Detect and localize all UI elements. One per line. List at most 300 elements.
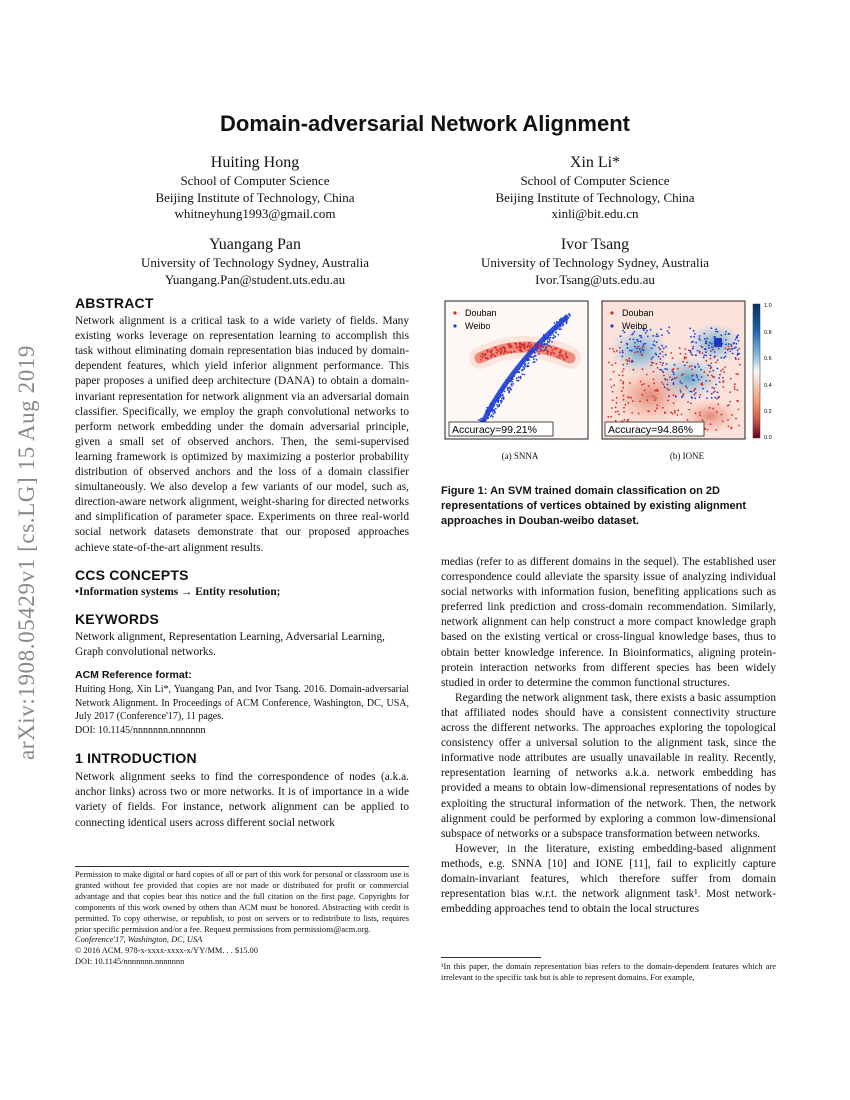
scatter-point xyxy=(613,351,615,353)
scatter-point xyxy=(739,364,741,366)
scatter-point xyxy=(534,355,536,357)
scatter-point xyxy=(712,376,714,378)
scatter-point xyxy=(521,343,523,345)
scatter-point xyxy=(676,377,678,379)
scatter-point xyxy=(667,400,669,402)
acm-ref-text: Huiting Hong, Xin Li*, Yuangang Pan, and Ivor Tsang. 2016. Domain-adversarial Network Alignment. In Proceedings of ACM Conference, Washington, DC, USA, July 2017 (Conference'17), 11 pages. xyxy=(75,684,409,723)
scatter-point xyxy=(735,346,737,348)
scatter-point xyxy=(496,352,498,354)
scatter-point xyxy=(723,380,725,382)
scatter-point xyxy=(647,336,649,338)
scatter-point xyxy=(548,333,550,335)
scatter-point xyxy=(516,377,518,379)
scatter-point xyxy=(618,413,620,415)
scatter-point xyxy=(524,348,526,350)
scatter-point xyxy=(544,349,546,351)
scatter-point xyxy=(617,411,619,413)
scatter-point xyxy=(666,368,668,370)
scatter-point xyxy=(696,374,698,376)
scatter-point xyxy=(509,346,511,348)
scatter-point xyxy=(500,402,502,404)
scatter-point xyxy=(482,357,484,359)
scatter-point xyxy=(707,374,709,376)
scatter-point xyxy=(656,354,658,356)
author-dept: School of Computer Science xyxy=(520,173,670,188)
scatter-point xyxy=(553,353,555,355)
scatter-point xyxy=(504,349,506,351)
arxiv-stamp: arXiv:1908.05429v1 [cs.LG] 15 Aug 2019 xyxy=(14,344,39,760)
scatter-point xyxy=(551,349,553,351)
scatter-point xyxy=(690,402,692,404)
scatter-point xyxy=(646,374,648,376)
permission-text: Permission to make digital or hard copies of all or part of this work for personal or classroom use is granted without fee provided that copies are not made or distributed for profit or commercial advantage and that copies bear this notice and the full citation on the first page. Copyrights for components of this work owned by others than ACM must be honored. Abstracting with credit is permitted. To copy otherwise, or republish, to post on servers or to redistribute to lists, requires prior specific permission and/or a fee. Request permissions from permissions@acm.org. xyxy=(75,870,409,934)
scatter-point xyxy=(507,380,509,382)
scatter-point xyxy=(687,419,689,421)
scatter-point xyxy=(668,395,670,397)
scatter-point xyxy=(717,368,719,370)
scatter-point xyxy=(536,359,538,361)
scatter-point xyxy=(738,340,740,342)
scatter-point xyxy=(695,392,697,394)
scatter-point xyxy=(704,338,706,340)
scatter-point xyxy=(644,343,646,345)
author-block-4 xyxy=(445,235,745,288)
scatter-point xyxy=(638,346,640,348)
scatter-point xyxy=(563,357,565,359)
permission-doi: DOI: 10.1145/nnnnnnn.nnnnnnn xyxy=(75,957,185,967)
scatter-point xyxy=(565,354,567,356)
scatter-point xyxy=(494,400,496,402)
scatter-point xyxy=(622,350,624,352)
scatter-point xyxy=(526,365,528,367)
scatter-point xyxy=(611,386,613,388)
scatter-point xyxy=(495,408,497,410)
scatter-point xyxy=(711,362,713,364)
scatter-point xyxy=(561,322,563,324)
scatter-point xyxy=(533,358,535,360)
scatter-point xyxy=(623,399,625,401)
scatter-point xyxy=(519,345,521,347)
scatter-point xyxy=(529,347,531,349)
scatter-point xyxy=(549,331,551,333)
scatter-point xyxy=(560,350,562,352)
scatter-point xyxy=(691,391,693,393)
scatter-point xyxy=(653,371,655,373)
scatter-point xyxy=(523,361,525,363)
scatter-point xyxy=(722,420,724,422)
scatter-point xyxy=(662,356,664,358)
scatter-point xyxy=(735,373,737,375)
scatter-point xyxy=(497,400,499,402)
scatter-point xyxy=(665,379,667,381)
scatter-point xyxy=(547,341,549,343)
scatter-point xyxy=(714,391,716,393)
scatter-point xyxy=(514,372,516,374)
scatter-point xyxy=(686,362,688,364)
scatter-point xyxy=(622,383,624,385)
scatter-point xyxy=(670,352,672,354)
scatter-point xyxy=(694,397,696,399)
scatter-point xyxy=(674,410,676,412)
scatter-point xyxy=(717,331,719,333)
acm-ref-doi: DOI: 10.1145/nnnnnnn.nnnnnnn xyxy=(75,724,206,736)
scatter-point xyxy=(736,400,738,402)
accuracy-b: Accuracy=94.86% xyxy=(608,424,693,436)
scatter-point xyxy=(738,409,740,411)
scatter-point xyxy=(524,364,526,366)
scatter-point xyxy=(700,345,702,347)
scatter-point xyxy=(705,360,707,362)
scatter-point xyxy=(537,347,539,349)
permission-copyright: © 2016 ACM. 978-x-xxxx-xxxx-x/YY/MM. . . $15.00 xyxy=(75,946,258,956)
scatter-point xyxy=(540,349,542,351)
scatter-point xyxy=(738,353,740,355)
scatter-point xyxy=(698,338,700,340)
scatter-point xyxy=(629,360,631,362)
accuracy-a: Accuracy=99.21% xyxy=(452,424,537,436)
scatter-point xyxy=(668,327,670,329)
scatter-point xyxy=(550,354,552,356)
scatter-point xyxy=(552,337,554,339)
scatter-point xyxy=(642,349,644,351)
scatter-point xyxy=(701,382,703,384)
scatter-point xyxy=(481,353,483,355)
scatter-point xyxy=(723,371,725,373)
scatter-point xyxy=(511,381,513,383)
scatter-point xyxy=(658,347,660,349)
scatter-point xyxy=(636,348,638,350)
scatter-point xyxy=(618,375,620,377)
scatter-point xyxy=(662,371,664,373)
scatter-point xyxy=(491,349,493,351)
scatter-point xyxy=(643,343,645,345)
scatter-point xyxy=(673,402,675,404)
author-inst: Beijing Institute of Technology, China xyxy=(155,189,355,205)
scatter-point xyxy=(694,394,696,396)
scatter-point xyxy=(487,350,489,352)
scatter-point xyxy=(524,374,526,376)
scatter-point xyxy=(523,368,525,370)
scatter-point xyxy=(487,411,489,413)
scatter-point xyxy=(661,345,663,347)
scatter-point xyxy=(529,351,531,353)
scatter-point xyxy=(520,350,522,352)
scatter-point xyxy=(622,352,624,354)
scatter-point xyxy=(718,348,720,350)
scatter-point xyxy=(490,351,492,353)
scatter-point xyxy=(624,404,626,406)
scatter-point xyxy=(624,419,626,421)
legend-weibo: Weibo xyxy=(465,321,491,331)
scatter-point xyxy=(675,396,677,398)
scatter-point xyxy=(727,419,729,421)
scatter-point xyxy=(542,346,544,348)
scatter-point xyxy=(723,386,725,388)
scatter-point xyxy=(562,324,564,326)
scatter-point xyxy=(662,351,664,353)
scatter-point xyxy=(711,347,713,349)
scatter-point xyxy=(654,410,656,412)
legend-douban: Douban xyxy=(465,308,497,318)
scatter-point xyxy=(673,382,675,384)
scatter-point xyxy=(615,362,617,364)
scatter-point xyxy=(613,384,615,386)
scatter-point xyxy=(683,393,685,395)
scatter-point xyxy=(720,370,722,372)
scatter-point xyxy=(672,413,674,415)
scatter-point xyxy=(504,391,506,393)
scatter-point xyxy=(564,317,566,319)
scatter-point xyxy=(521,374,523,376)
panel-a-label: (a) SNNA xyxy=(501,451,539,461)
scatter-point xyxy=(636,339,638,341)
scatter-point xyxy=(667,384,669,386)
scatter-point xyxy=(714,356,716,358)
scatter-point xyxy=(548,345,550,347)
scatter-point xyxy=(514,342,516,344)
scatter-point xyxy=(641,354,643,356)
scatter-point xyxy=(513,375,515,377)
author-email: whitneyhung1993@gmail.com xyxy=(174,206,336,221)
scatter-point xyxy=(631,334,633,336)
scatter-point xyxy=(719,374,721,376)
scatter-point xyxy=(560,328,562,330)
scatter-point xyxy=(666,388,668,390)
scatter-point xyxy=(708,345,710,347)
scatter-point xyxy=(519,343,521,345)
scatter-point xyxy=(685,353,687,355)
scatter-point xyxy=(737,349,739,351)
scatter-point xyxy=(652,356,654,358)
scatter-point xyxy=(518,371,520,373)
scatter-point xyxy=(717,359,719,361)
scatter-point xyxy=(681,414,683,416)
scatter-point xyxy=(623,395,625,397)
scatter-point xyxy=(690,336,692,338)
scatter-point xyxy=(680,353,682,355)
scatter-point xyxy=(641,337,643,339)
scatter-point xyxy=(498,404,500,406)
scatter-point xyxy=(512,383,514,385)
scatter-point xyxy=(562,355,564,357)
scatter-point xyxy=(738,425,740,427)
scatter-point xyxy=(653,382,655,384)
scatter-point xyxy=(679,381,681,383)
scatter-point xyxy=(679,347,681,349)
scatter-point xyxy=(656,333,658,335)
scatter-point xyxy=(695,388,697,390)
scatter-point xyxy=(641,384,643,386)
scatter-point xyxy=(725,334,727,336)
scatter-point xyxy=(527,344,529,346)
scatter-point xyxy=(699,335,701,337)
scatter-point xyxy=(705,340,707,342)
scatter-point xyxy=(626,343,628,345)
scatter-point xyxy=(501,347,503,349)
footnote-rule xyxy=(75,866,409,867)
scatter-point xyxy=(553,334,555,336)
scatter-point xyxy=(718,377,720,379)
scatter-point xyxy=(509,390,511,392)
scatter-point xyxy=(626,359,628,361)
author-inst: Beijing Institute of Technology, China xyxy=(495,189,695,205)
scatter-point xyxy=(734,386,736,388)
scatter-point xyxy=(711,343,713,345)
scatter-point xyxy=(693,336,695,338)
scatter-point xyxy=(501,398,503,400)
scatter-point xyxy=(503,353,505,355)
scatter-point xyxy=(696,376,698,378)
scatter-point xyxy=(702,388,704,390)
scatter-point xyxy=(543,344,545,346)
scatter-point xyxy=(609,348,611,350)
legend-douban: Douban xyxy=(622,308,654,318)
author-email: Ivor.Tsang@uts.edu.au xyxy=(535,271,655,287)
scatter-point xyxy=(550,335,552,337)
scatter-point xyxy=(734,388,736,390)
scatter-point xyxy=(710,358,712,360)
scatter-point xyxy=(688,349,690,351)
scatter-point xyxy=(479,420,481,422)
scatter-point xyxy=(709,380,711,382)
scatter-point xyxy=(526,357,528,359)
scatter-point xyxy=(719,381,721,383)
scatter-point xyxy=(695,412,697,414)
scatter-point xyxy=(508,388,510,390)
scatter-point xyxy=(494,347,496,349)
scatter-point xyxy=(628,358,630,360)
scatter-point xyxy=(695,342,697,344)
scatter-point xyxy=(699,351,701,353)
scatter-point xyxy=(638,413,640,415)
scatter-point xyxy=(655,397,657,399)
scatter-point xyxy=(615,420,617,422)
scatter-point xyxy=(711,375,713,377)
scatter-point xyxy=(538,353,540,355)
scatter-point xyxy=(659,353,661,355)
scatter-point xyxy=(616,402,618,404)
scatter-point xyxy=(735,339,737,341)
scatter-point xyxy=(698,379,700,381)
scatter-point xyxy=(559,323,561,325)
abstract-heading: ABSTRACT xyxy=(75,295,154,311)
scatter-point xyxy=(644,390,646,392)
scatter-point xyxy=(547,353,549,355)
scatter-point xyxy=(668,332,670,334)
scatter-point xyxy=(681,383,683,385)
scatter-point xyxy=(657,390,659,392)
scatter-point xyxy=(556,326,558,328)
scatter-point xyxy=(552,331,554,333)
scatter-point xyxy=(691,353,693,355)
scatter-point xyxy=(499,396,501,398)
scatter-point xyxy=(497,350,499,352)
scatter-point xyxy=(631,412,633,414)
left-column xyxy=(75,296,409,831)
scatter-point xyxy=(520,376,522,378)
right-paragraph-2: Regarding the network alignment task, there exists a basic assumption that affiliated nodes should have a consistent connectivity structure across the different networks. The approaches exploring the topological consistency offer a universal solution to the alignment task, since the informative node attributes are usually unavailable in reality. Recently, representation learning of networks a.k.a. network embedding has provided a means to obtain low-dimensional representations of nodes by exploiting the structural information of the network. Then, the network alignment could be performed by exploring a common low-dimensional subspace of networks or a subspace transformation between networks. xyxy=(441,691,776,840)
scatter-point xyxy=(561,318,563,320)
author-email: xinli@bit.edu.cn xyxy=(551,206,639,221)
scatter-point xyxy=(702,352,704,354)
scatter-point xyxy=(487,417,489,419)
panel-b-label: (b) IONE xyxy=(669,451,705,461)
panel-b xyxy=(602,301,745,439)
scatter-point xyxy=(502,394,504,396)
scatter-point xyxy=(723,357,725,359)
scatter-point xyxy=(503,386,505,388)
scatter-point xyxy=(501,400,503,402)
scatter-point xyxy=(692,348,694,350)
scatter-point xyxy=(557,334,559,336)
scatter-point xyxy=(621,356,623,358)
colorbar-tick: 0.4 xyxy=(764,383,772,389)
scatter-point xyxy=(520,365,522,367)
scatter-point xyxy=(704,333,706,335)
scatter-point xyxy=(527,359,529,361)
scatter-point xyxy=(709,371,711,373)
scatter-point xyxy=(504,347,506,349)
scatter-point xyxy=(710,367,712,369)
scatter-point xyxy=(623,368,625,370)
scatter-point xyxy=(691,396,693,398)
scatter-point xyxy=(709,342,711,344)
scatter-point xyxy=(643,345,645,347)
scatter-point xyxy=(710,423,712,425)
scatter-point xyxy=(640,341,642,343)
scatter-point xyxy=(737,373,739,375)
author-name: Huiting Hong xyxy=(210,154,300,171)
scatter-point xyxy=(515,347,517,349)
scatter-point xyxy=(651,347,653,349)
scatter-point xyxy=(497,398,499,400)
keywords-heading: KEYWORDS xyxy=(75,610,160,627)
scatter-point xyxy=(512,378,514,380)
scatter-point xyxy=(639,401,641,403)
scatter-point xyxy=(530,344,532,346)
scatter-point xyxy=(538,341,540,343)
scatter-point xyxy=(652,344,654,346)
scatter-point xyxy=(715,331,717,333)
scatter-point xyxy=(729,391,731,393)
scatter-point xyxy=(548,338,550,340)
scatter-point xyxy=(711,387,713,389)
ccs-text: •Information systems → Entity resolution; xyxy=(75,585,281,598)
scatter-point xyxy=(674,364,676,366)
scatter-point xyxy=(682,395,684,397)
scatter-point xyxy=(496,404,498,406)
scatter-point xyxy=(718,397,720,399)
intro-paragraph: Network alignment seeks to find the correspondence of nodes (a.k.a. anchor links) across two or more networks. It is of importance in a wide variety of fields. For instance, network alignment can be applied to connecting identical users across different social network xyxy=(75,771,409,829)
scatter-point xyxy=(555,331,557,333)
scatter-point xyxy=(492,402,494,404)
scatter-point xyxy=(632,361,634,363)
scatter-point xyxy=(519,368,521,370)
scatter-point xyxy=(634,346,636,348)
scatter-point xyxy=(629,382,631,384)
scatter-point xyxy=(671,379,673,381)
scatter-point xyxy=(722,377,724,379)
scatter-point xyxy=(672,357,674,359)
scatter-point xyxy=(534,344,536,346)
scatter-point xyxy=(501,388,503,390)
scatter-point xyxy=(528,353,530,355)
right-footnote-rule xyxy=(441,957,541,958)
scatter-point xyxy=(653,379,655,381)
scatter-point xyxy=(728,343,730,345)
scatter-point xyxy=(494,410,496,412)
paper-title: Domain-adversarial Network Alignment xyxy=(220,111,630,136)
